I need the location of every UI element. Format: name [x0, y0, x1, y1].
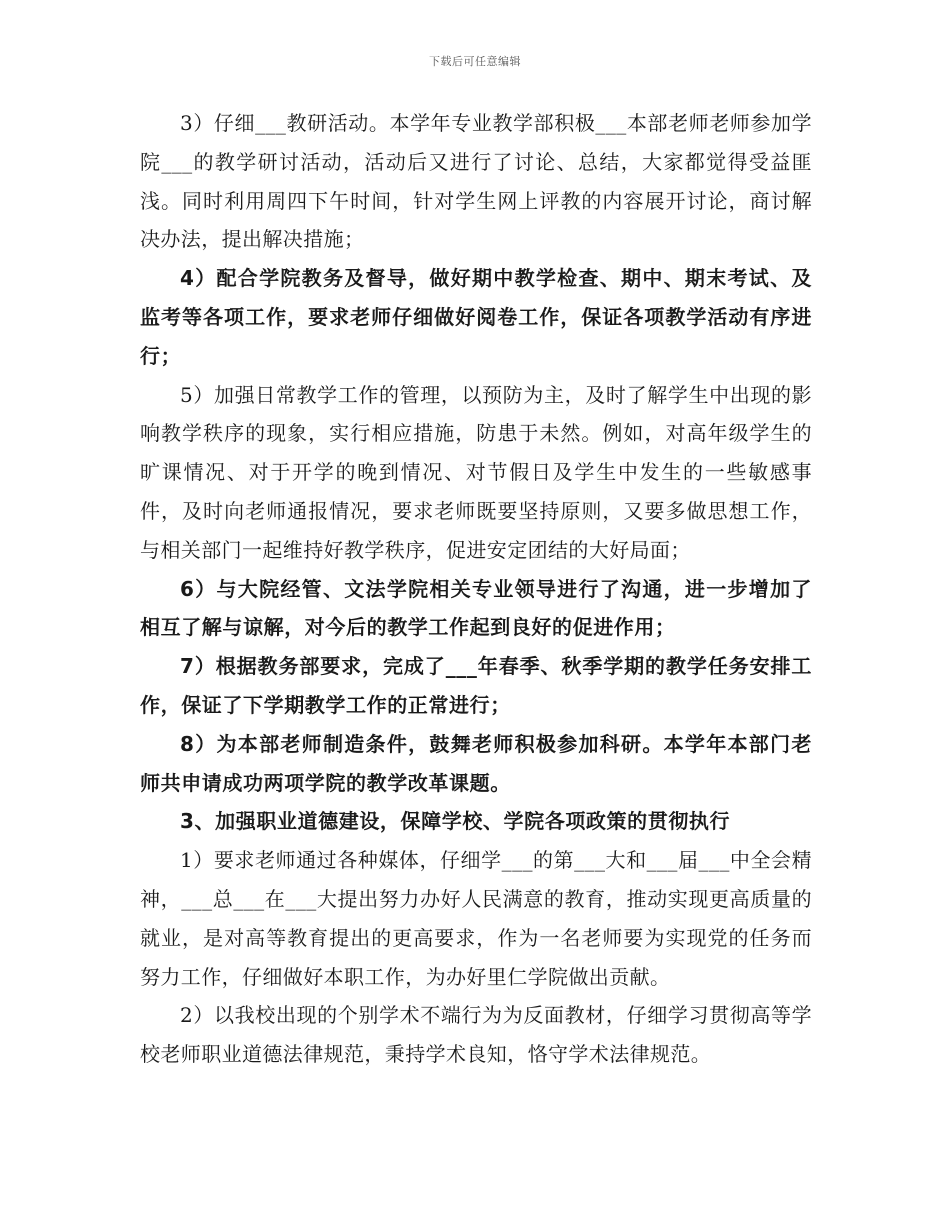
- paragraph-7-task-arrangement: 7）根据教务部要求，完成了___年春季、秋季学期的教学任务安排工作，保证了下学期教学工作的正常进行；: [140, 654, 812, 717]
- section-heading-ethics: 3、加强职业道德建设，保障学校、学院各项政策的贯彻执行: [180, 809, 731, 834]
- paragraph-1-study-spirit: 1）要求老师通过各种媒体，仔细学___的第___大和___届___中全会精神，___总___在___大提出努力办好人民满意的教育，推动实现更高质量的就业，是对高等教育提出的更高要求，作为一名老师要为实现党的任务而努力工作，仔细做好本职工作，为办好里仁学院做出贡献。: [140, 848, 812, 989]
- page-header: 下载后可任意编辑: [429, 55, 521, 68]
- document-body: [140, 104, 812, 1074]
- paragraph-6-communication: 6）与大院经管、文法学院相关专业领导进行了沟通，进一步增加了相互了解与谅解，对今后的教学工作起到良好的促进作用；: [140, 576, 812, 640]
- paragraph-3-teaching-research: 3）仔细___教研活动。本学年专业教学部积极___本部老师老师参加学院___的教学研讨活动，活动后又进行了讨论、总结，大家都觉得受益匪浅。同时利用周四下午时间，针对学生网上评教的内容展开讨论，商讨解决办法，提出解决措施；: [140, 111, 812, 252]
- paragraph-4-exam-inspection: 4）配合学院教务及督导，做好期中教学检查、期中、期末考试、及监考等各项工作，要求老师仔细做好阅卷工作，保证各项教学活动有序进行；: [140, 266, 812, 368]
- paragraph-5-daily-management: 5）加强日常教学工作的管理，以预防为主，及时了解学生中出现的影响教学秩序的现象，实行相应措施，防患于未然。例如，对高年级学生的旷课情况、对于开学的晚到情况、对节假日及学生中发生的一些敏感事件，及时向老师通报情况，要求老师既要坚持原则，又要多做思想工作，与相关部门一起维持好教学秩序，促进安定团结的大好局面；: [140, 382, 812, 562]
- paragraph-8-research-support: 8）为本部老师制造条件，鼓舞老师积极参加科研。本学年本部门老师共申请成功两项学院的教学改革课题。: [140, 731, 812, 795]
- paragraph-2-academic-integrity: 2）以我校出现的个别学术不端行为为反面教材，仔细学习贯彻高等学校老师职业道德法律规范，秉持学术良知，恪守学术法律规范。: [140, 1003, 812, 1067]
